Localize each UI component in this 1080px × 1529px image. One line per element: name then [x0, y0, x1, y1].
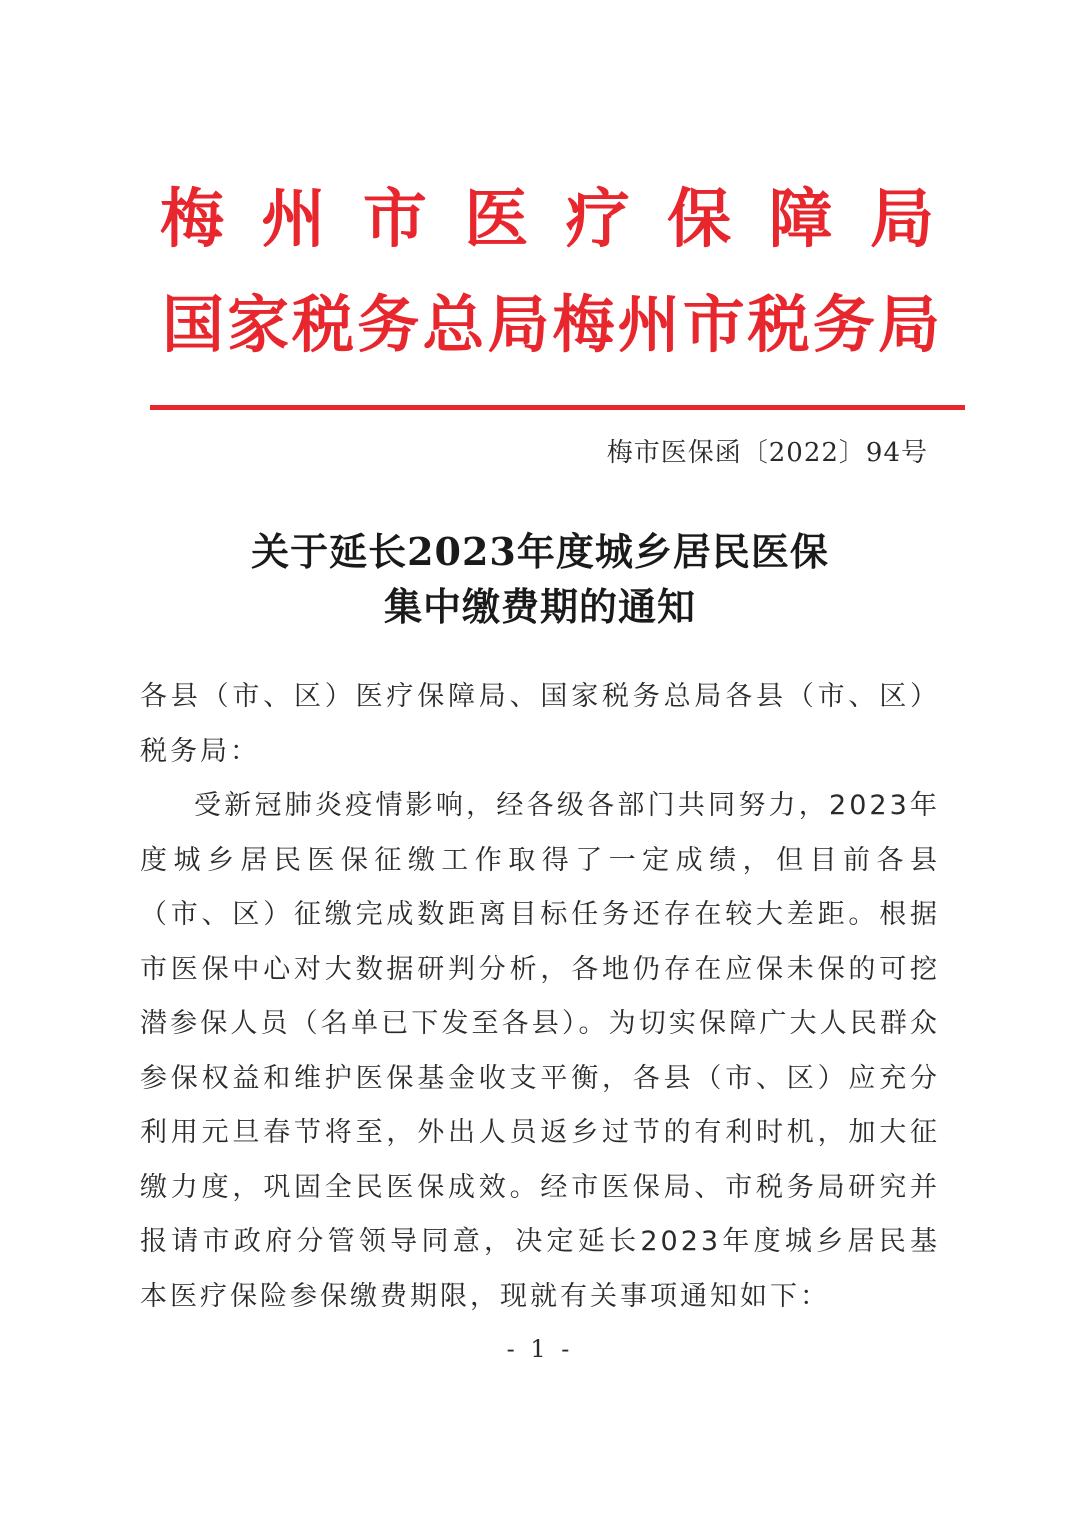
document-title-line-2: 集中缴费期的通知 [383, 584, 696, 629]
page-number: - 1 - [506, 1335, 574, 1363]
issuer-heading-medical-security-bureau: 梅州市医疗保障局 [160, 183, 934, 257]
salutation: 各县（市、区）医疗保障局、国家税务总局各县（市、区）税务局： [140, 681, 940, 767]
body-paragraph: 受新冠肺炎疫情影响，经各级各部门共同努力，2023年度城乡居民医保征缴工作取得了一定成绩，但目前各县（市、区）征缴完成数距离目标任务还存在较大差距。根据市医保中心对大数据研判分析，各地仍存在应保未保的可挖潜参保人员（名单已下发至各县）。为切实保障广大人民群众参保权益和维护医保基金收支平衡，各县（市、区）应充分利用元旦春节将至，外出人员返乡过节的有利时机，加大征缴力度，巩固全民医保成效。经市医保局、市税务局研究并报请市政府分管领导同意，决定延长2023年度城乡居民基本医疗保险参保缴费期限，现就有关事项通知如下： [140, 790, 940, 1312]
issuer-heading-tax-bureau: 国家税务总局梅州市税务局 [162, 288, 940, 361]
document-number: 梅市医保函〔2022〕94号 [606, 438, 928, 468]
document-title-line-1: 关于延长2023年度城乡居民医保 [251, 529, 829, 574]
red-separator-line [150, 405, 965, 410]
